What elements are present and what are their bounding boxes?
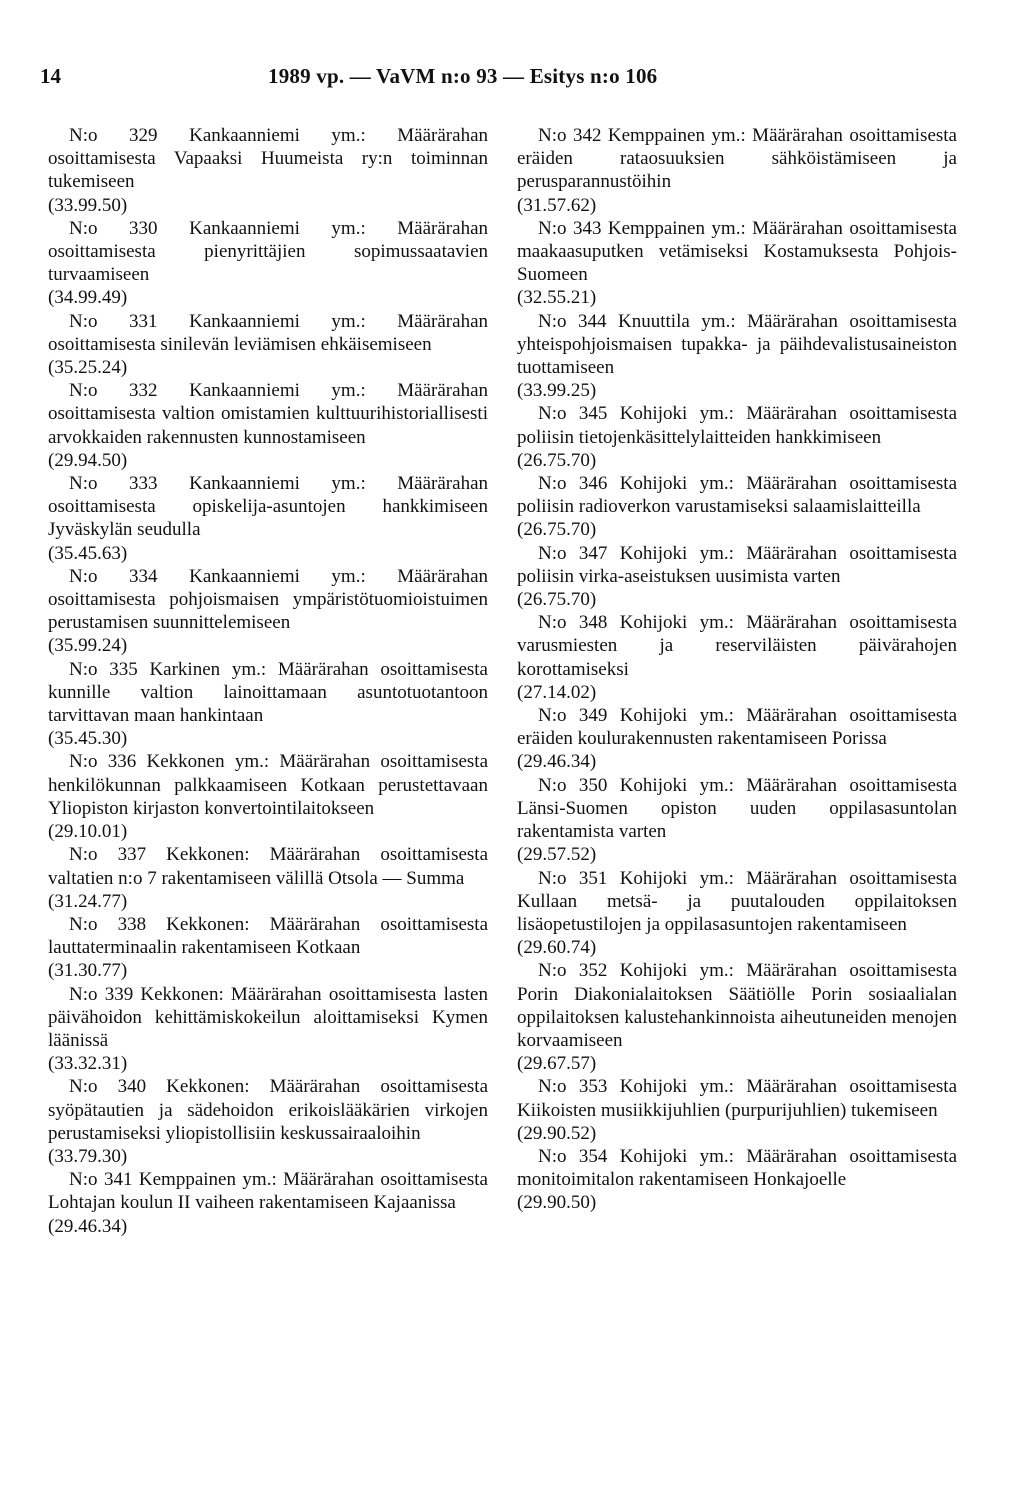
list-item [48,379,488,472]
entry-reference: (29.46.34) [48,1215,128,1237]
entry-reference: (29.10.01) [48,821,128,843]
list-item [517,959,957,1075]
entry-reference: (35.99.24) [48,635,128,657]
entry-text: N:o 347 Kohijoki ym.: Määrärahan osoittamisesta poliisin virka-aseistuksen uusimista varten [517,542,957,587]
entry-text: N:o 334 Kankaanniemi ym.: Määrärahan osoittamisesta pohjoismaisen ympäristötuomioistuimen perustamisen suunnittelemiseen [48,565,488,634]
entry-text: N:o 336 Kekkonen ym.: Määrärahan osoittamisesta henkilökunnan palkkaamiseen Kotkaan perustettavaan Yliopiston kirjaston konvertointilaitokseen [48,751,488,819]
running-head: 1989 vp. — VaVM n:o 93 — Esitys n:o 106 [268,64,658,88]
entry-reference: (32.55.21) [517,287,597,309]
entry-reference: (29.57.52) [517,844,597,866]
list-item [48,658,488,751]
list-item [48,1168,488,1238]
entry-text: N:o 345 Kohijoki ym.: Määrärahan osoittamisesta poliisin tietojenkäsittelylaitteiden hankkimiseen [517,403,957,448]
entry-reference: (31.30.77) [48,960,128,982]
entry-text: N:o 351 Kohijoki ym.: Määrärahan osoittamisesta Kullaan metsä- ja puutalouden oppilaitoksen lisäopetustilojen ja oppilasasuntojen rakentamiseen [517,867,957,935]
list-item [517,704,957,774]
entry-text: N:o 340 Kekkonen: Määrärahan osoittamisesta syöpätautien ja sädehoidon erikoislääkärien virkojen perustamiseksi yliopistollisiin keskussairaaloihin [48,1076,488,1144]
entry-text: N:o 338 Kekkonen: Määrärahan osoittamisesta lauttaterminaalin rakentamiseen Kotkaan [48,913,488,959]
entry-text: N:o 330 Kankaanniemi ym.: Määrärahan osoittamisesta pienyrittäjien sopimussaatavien turvaamiseen [48,217,488,286]
entry-reference: (26.75.70) [517,449,597,471]
list-item [48,217,488,310]
entry-text: N:o 350 Kohijoki ym.: Määrärahan osoittamisesta Länsi-Suomen opiston uuden oppilasasuntolan rakentamista varten [517,774,957,843]
entry-reference: (35.45.63) [48,542,128,564]
entry-reference: (26.75.70) [517,589,597,611]
list-item [517,774,957,867]
list-item [48,472,488,565]
list-item [517,1075,957,1145]
entry-reference: (33.99.25) [517,380,597,402]
list-item [517,542,957,612]
entry-reference: (31.57.62) [517,194,597,216]
entry-reference: (29.60.74) [517,937,597,959]
entry-text: N:o 343 Kemppainen ym.: Määrärahan osoittamisesta maakaasuputken vetämiseksi Kostamuksesta Pohjois-Suomeen [517,217,957,286]
list-item [517,867,957,960]
list-item [48,124,488,217]
entry-text: N:o 335 Karkinen ym.: Määrärahan osoittamisesta kunnille valtion lainoittamaan asuntotuotantoon tarvittavan maan hankintaan [48,658,488,727]
entry-reference: (34.99.49) [48,287,128,309]
list-item [48,983,488,1076]
entry-text: N:o 329 Kankaanniemi ym.: Määrärahan osoittamisesta Vapaaksi Huumeista ry:n toiminnan tukemiseen [48,125,488,193]
entry-reference: (26.75.70) [517,519,597,541]
entry-reference: (29.67.57) [517,1053,597,1075]
entry-text: N:o 348 Kohijoki ym.: Määrärahan osoittamisesta varusmiesten ja reserviläisten päivärahojen korottamiseksi [517,612,957,680]
list-item [48,310,488,380]
entry-text: N:o 333 Kankaanniemi ym.: Määrärahan osoittamisesta opiskelija-asuntojen hankkimiseen Jyväskylän seudulla [48,473,488,541]
list-item [517,472,957,542]
entry-text: N:o 342 Kemppainen ym.: Määrärahan osoittamisesta eräiden rataosuuksien sähköistämiseen ja perusparannustöihin [517,125,957,193]
list-item [517,1145,957,1215]
list-item [48,913,488,983]
entry-text: N:o 344 Knuuttila ym.: Määrärahan osoittamisesta yhteispohjoismaisen tupakka- ja päihdevalistusaineiston tuottamiseen [517,310,957,379]
entry-reference: (29.90.50) [517,1192,597,1214]
entry-text: N:o 346 Kohijoki ym.: Määrärahan osoittamisesta poliisin radioverkon varustamiseksi salaamislaitteilla [517,473,957,518]
entry-reference: (33.99.50) [48,194,128,216]
list-item [517,402,957,472]
entry-text: N:o 337 Kekkonen: Määrärahan osoittamisesta valtatien n:o 7 rakentamiseen välillä Otsola — Summa [48,844,488,889]
entry-text: N:o 331 Kankaanniemi ym.: Määrärahan osoittamisesta sinilevän leviämisen ehkäisemiseen [48,310,488,355]
list-item [517,611,957,704]
entry-reference: (29.94.50) [48,449,128,471]
entry-reference: (35.45.30) [48,728,128,750]
entry-text: N:o 339 Kekkonen: Määrärahan osoittamisesta lasten päivähoidon kehittämiskokeilun aloittamiseksi Kymen läänissä [48,983,488,1051]
entry-reference: (31.24.77) [48,890,128,912]
page-header [0,64,1024,94]
entry-text: N:o 332 Kankaanniemi ym.: Määrärahan osoittamisesta valtion omistamien kulttuurihistoriallisesti arvokkaiden rakennusten kunnostamiseen [48,380,488,448]
entry-reference: (29.90.52) [517,1122,597,1144]
list-item [48,565,488,658]
entry-text: N:o 352 Kohijoki ym.: Määrärahan osoittamisesta Porin Diakonialaitoksen Säätiölle Porin sosiaalialan oppilaitoksen kalustehankinnoista aiheutuneiden menojen korvaamiseen [517,960,957,1051]
entry-text: N:o 353 Kohijoki ym.: Määrärahan osoittamisesta Kiikoisten musiikkijuhlien (purpurijuhlien) tukemiseen [517,1076,957,1121]
entry-reference: (33.79.30) [48,1145,128,1167]
list-item [48,750,488,843]
entry-reference: (35.25.24) [48,357,128,379]
list-item [517,310,957,403]
entry-reference: (33.32.31) [48,1053,128,1075]
list-item [48,843,488,913]
entry-text: N:o 354 Kohijoki ym.: Määrärahan osoittamisesta monitoimitalon rakentamiseen Honkajoelle [517,1145,957,1191]
right-column [517,124,957,1215]
left-column [48,124,488,1238]
entry-reference: (27.14.02) [517,681,597,703]
entry-text: N:o 349 Kohijoki ym.: Määrärahan osoittamisesta eräiden koulurakennusten rakentamiseen Porissa [517,705,957,750]
page-number: 14 [40,64,61,88]
list-item [517,217,957,310]
list-item [517,124,957,217]
entry-reference: (29.46.34) [517,751,597,773]
list-item [48,1075,488,1168]
entry-text: N:o 341 Kemppainen ym.: Määrärahan osoittamisesta Lohtajan koulun II vaiheen rakentamiseen Kajaanissa [48,1169,488,1214]
